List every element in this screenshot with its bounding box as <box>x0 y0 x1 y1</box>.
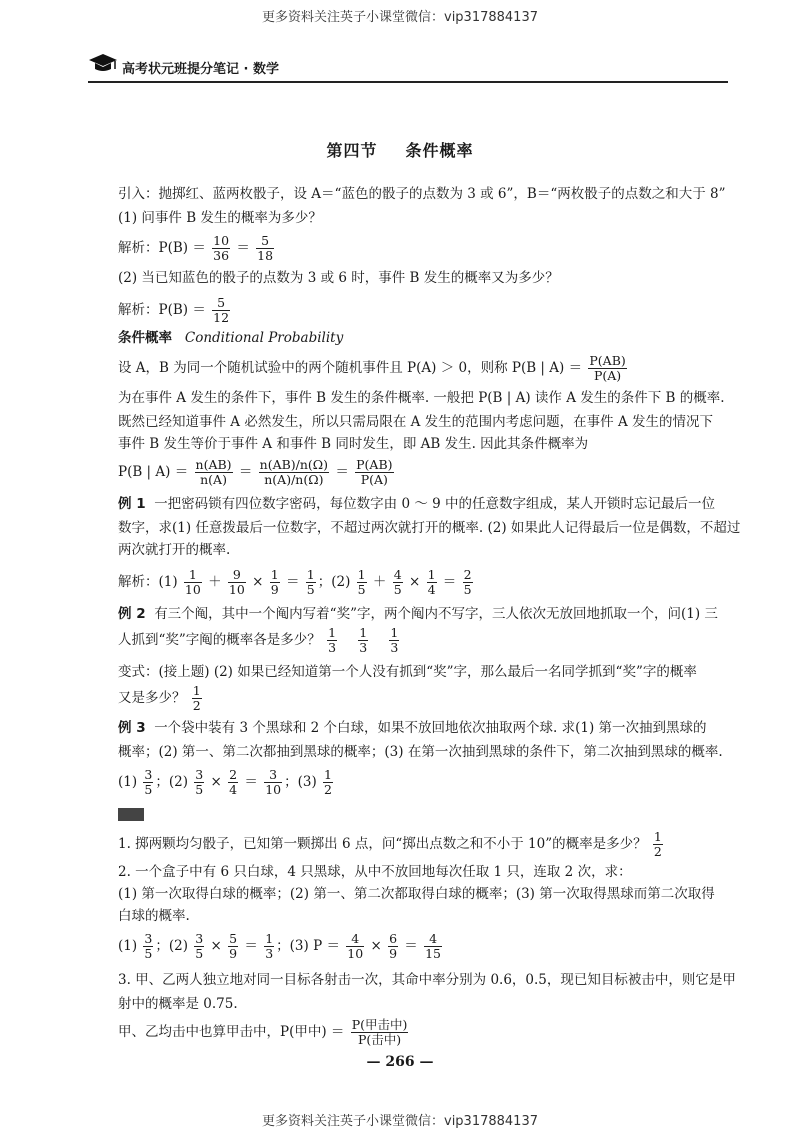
intro-line: 引入：抛掷红、蓝两枚骰子，设 A＝“蓝色的骰子的点数为 3 或 6”，B＝“两枚骰子的点数之和大于 8” <box>118 186 726 202</box>
page-number: — 266 — <box>366 1054 434 1070</box>
section-number: 第四节 <box>326 141 378 160</box>
practice-tag-icon <box>118 808 144 821</box>
practice-q2-line3: 白球的概率. <box>118 908 190 924</box>
example-1-solution: 解析：(1) $\frac{1}{10}$ ＋ $\frac{9}{10}$ × $\frac{1}{9}$ ＝ $\frac{1}{5}$ ；(2) $\frac{1}{5}$ ＋ $\frac{4}{5}$ × $\frac{1}{4}$ ＝ $\frac{2}{5}$ <box>118 567 472 597</box>
graduation-cap-icon <box>88 52 118 74</box>
example-1-line2: 数字，求(1) 任意拨最后一位数字，不超过两次就打开的概率. (2) 如果此人记得最后一位是偶数，不超过 <box>118 520 741 536</box>
example-3-line1: 例 3 一个袋中装有 3 个黑球和 2 个白球，如果不放回地依次抽取两个球. 求(1) 第一次抽到黑球的 <box>118 720 707 736</box>
intro-q2: (2) 当已知蓝色的骰子的点数为 3 或 6 时，事件 B 发生的概率又为多少？ <box>118 270 559 286</box>
example-1-line1: 例 1 一把密码锁有四位数字密码，每位数字由 0 ～ 9 中的任意数字组成，某人开锁时忘记最后一位 <box>118 496 716 512</box>
header-title: 高考状元班提分笔记 · 数学 <box>122 62 279 77</box>
practice-q3-line2: 射中的概率是 0.75. <box>118 996 238 1012</box>
intro-a1: 解析：P(B) ＝ $\frac{10}{36}$ ＝ $\frac{5}{18}$ <box>118 233 274 263</box>
practice-q3-line3: 甲、乙均击中也算甲击中，P(甲中) ＝ $\frac{\text{P(甲击中)}}{\text{P(击中)}}$ <box>118 1017 408 1047</box>
fraction: $\frac{5}{18}$ <box>257 233 274 263</box>
page-header <box>88 50 728 82</box>
section-title <box>0 138 800 161</box>
example-3-line2: 概率；(2) 第一、第二次都抽到黑球的概率；(3) 在第一次抽到黑球的条件下，第二次抽到黑球的概率. <box>118 744 723 760</box>
example-2-variant-line2: 又是多少？ $\frac{1}{2}$ <box>118 683 201 713</box>
definition-line2: 为在事件 A 发生的条件下，事件 B 发生的条件概率. 一般把 P(B | A) 读作 A 发生的条件下 B 的概率. <box>118 390 725 406</box>
practice-q3-line1: 3. 甲、乙两人独立地对同一目标各射击一次，其命中率分别为 0.6，0.5，现已知目标被击中，则它是甲 <box>118 972 736 988</box>
intro-a2: 解析：P(B) ＝ $\frac{5}{12}$ <box>118 295 230 325</box>
definition-formula: P(B | A) ＝ $\frac{n(AB)}{n(A)}$ ＝ $\frac{n(AB)/n(\Omega)}{n(A)/n(\Omega)}$ ＝ $\frac{P(AB)}{P(A)}$ <box>118 457 393 487</box>
example-2-line2: 人抓到“奖”字阄的概率各是多少？ $\frac{1}{3}$ $\frac{1}{3}$ $\frac{1}{3}$ <box>118 625 399 655</box>
fraction: $\frac{5}{12}$ <box>213 295 230 325</box>
watermark-bottom: 更多资料关注英子小课堂微信：vip317884137 <box>262 1114 538 1129</box>
practice-q2-line2: (1) 第一次取得白球的概率；(2) 第一、第二次都取得白球的概率；(3) 第一次取得黑球而第二次取得 <box>118 886 715 902</box>
practice-q2-answer: (1) $\frac{3}{5}$ ；(2) $\frac{3}{5}$ × $\frac{5}{9}$ ＝ $\frac{1}{3}$ ；(3) P ＝ $\frac{4}{10}$ × $\frac{6}{9}$ ＝ $\frac{4}{15}$ <box>118 931 442 961</box>
practice-q1: 1. 掷两颗均匀骰子，已知第一颗掷出 6 点，问“掷出点数之和不小于 10”的概率是多少？ $\frac{1}{2}$ <box>118 829 662 859</box>
definition-line1: 设 A，B 为同一个随机试验中的两个随机事件且 P(A) ＞ 0，则称 P(B | A) ＝ $\frac{P(AB)}{P(A)}$ <box>118 353 626 383</box>
example-3-answer: (1) $\frac{3}{5}$ ；(2) $\frac{3}{5}$ × $\frac{2}{4}$ ＝ $\frac{3}{10}$ ；(3) $\frac{1}{2}$ <box>118 767 332 797</box>
practice-q2-line1: 2. 一个盒子中有 6 只白球，4 只黑球，从中不放回地每次任取 1 只，连取 2 次，求： <box>118 864 632 880</box>
fraction: $\frac{10}{36}$ <box>213 233 230 263</box>
watermark-top: 更多资料关注英子小课堂微信：vip317884137 <box>262 10 538 25</box>
definition-line4: 事件 B 发生等价于事件 A 和事件 B 同时发生，即 AB 发生. 因此其条件概率为 <box>118 436 589 452</box>
example-2-variant-line1: 变式：(接上题) (2) 如果已经知道第一个人没有抓到“奖”字，那么最后一名同学抓到“奖”字的概率 <box>118 664 697 680</box>
fraction: $\frac{P(AB)}{P(A)}$ <box>589 353 626 383</box>
definition-line3: 既然已经知道事件 A 必然发生，所以只需局限在 A 发生的范围内考虑问题，在事件 A 发生的情况下 <box>118 414 713 430</box>
example-1-line3: 两次就打开的概率. <box>118 542 231 558</box>
header-rule <box>88 81 728 83</box>
example-2-line1: 例 2 有三个阄，其中一个阄内写着“奖”字，两个阄内不写字，三人依次无放回地抓取一个，问(1) 三 <box>118 606 718 622</box>
definition-heading: 条件概率 Conditional Probability <box>118 330 344 346</box>
intro-q1: (1) 问事件 B 发生的概率为多少？ <box>118 210 322 226</box>
practice-tag <box>118 804 144 824</box>
section-name: 条件概率 <box>405 141 474 160</box>
